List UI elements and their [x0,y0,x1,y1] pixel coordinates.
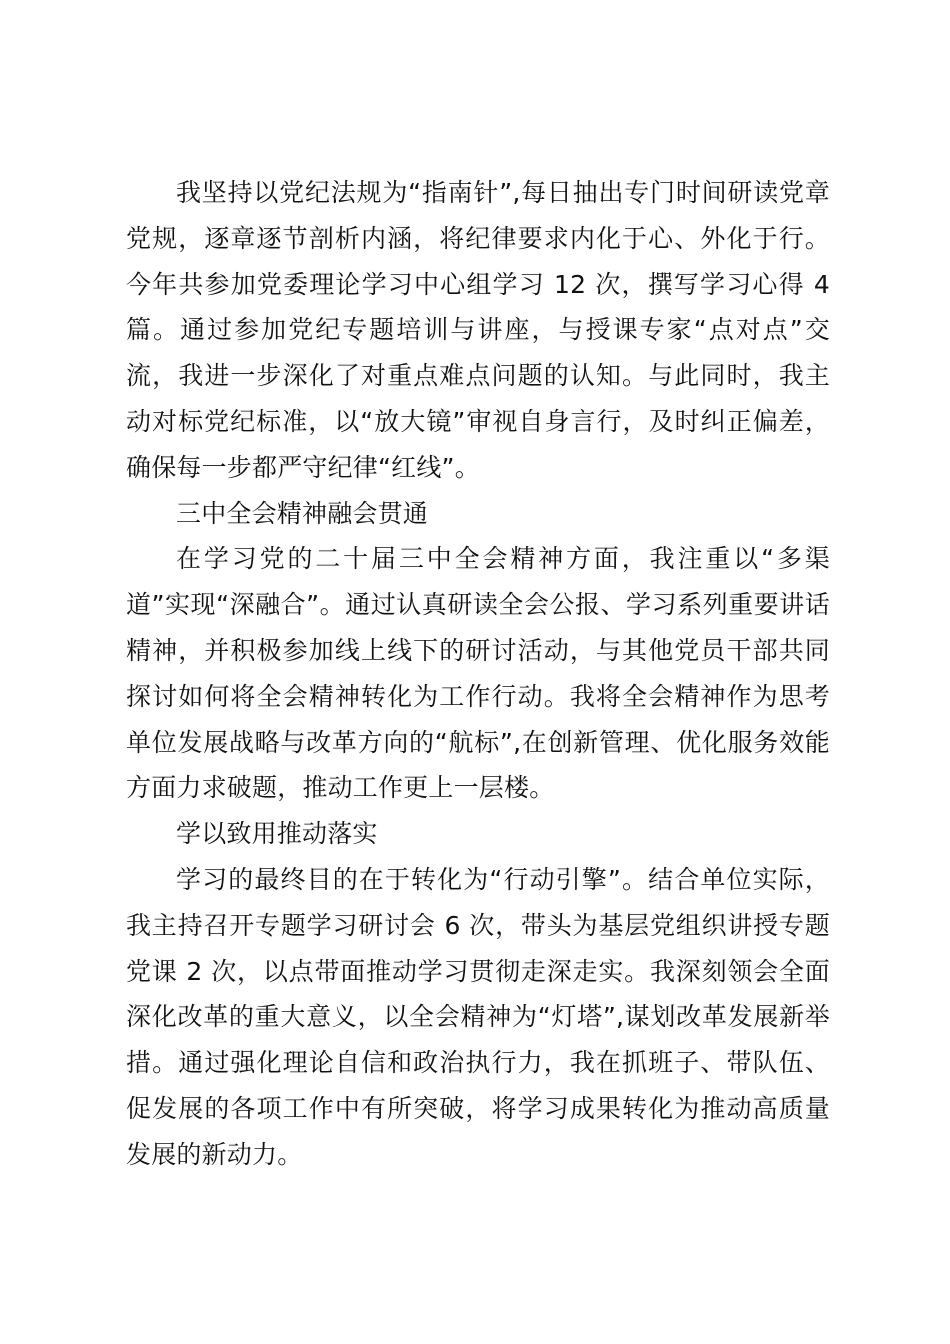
section-heading-apply-learning: 学以致用推动落实 [176,819,378,849]
paragraph-party-discipline: 我坚持以党纪法规为“指南针”,每日抽出专门时间研读党章党规，逐章逐节剖析内涵，将纪律要求内化于心、外化于行。今年共参加党委理论学习中心组学习 12 次，撰写学习心得 4 篇。通过参加党纪专题培训与讲座，与授课专家“点对点”交流，我进一步深化了对重点难点问题的认知。与此同时，我主动对标党纪标准，以“放大镜”审视自身言行，及时纠正偏差，确保每一步都严守纪律“红线”。 [126,178,830,482]
paragraph-apply-learning: 学习的最终目的在于转化为“行动引擎”。结合单位实际，我主持召开专题学习研讨会 6 次，带头为基层党组织讲授专题党课 2 次，以点带面推动学习贯彻走深走实。我深刻领会全面深化改革的重大意义，以全会精神为“灯塔”,谋划改革发展新举措。通过强化理论自信和政治执行力，我在抓班子、带队伍、促发展的各项工作中有所突破，将学习成果转化为推动高质量发展的新动力。 [126,864,830,1169]
document-body [126,170,830,1178]
section-heading-third-plenum: 三中全会精神融会贯通 [176,498,429,528]
paragraph-third-plenum: 在学习党的二十届三中全会精神方面，我注重以“多渠道”实现“深融合”。通过认真研读全会公报、学习系列重要讲话精神，并积极参加线上线下的研讨活动，与其他党员干部共同探讨如何将全会精神转化为工作行动。我将全会精神作为思考单位发展战略与改革方向的“航标”,在创新管理、优化服务效能方面力求破题，推动工作更上一层楼。 [126,544,830,803]
